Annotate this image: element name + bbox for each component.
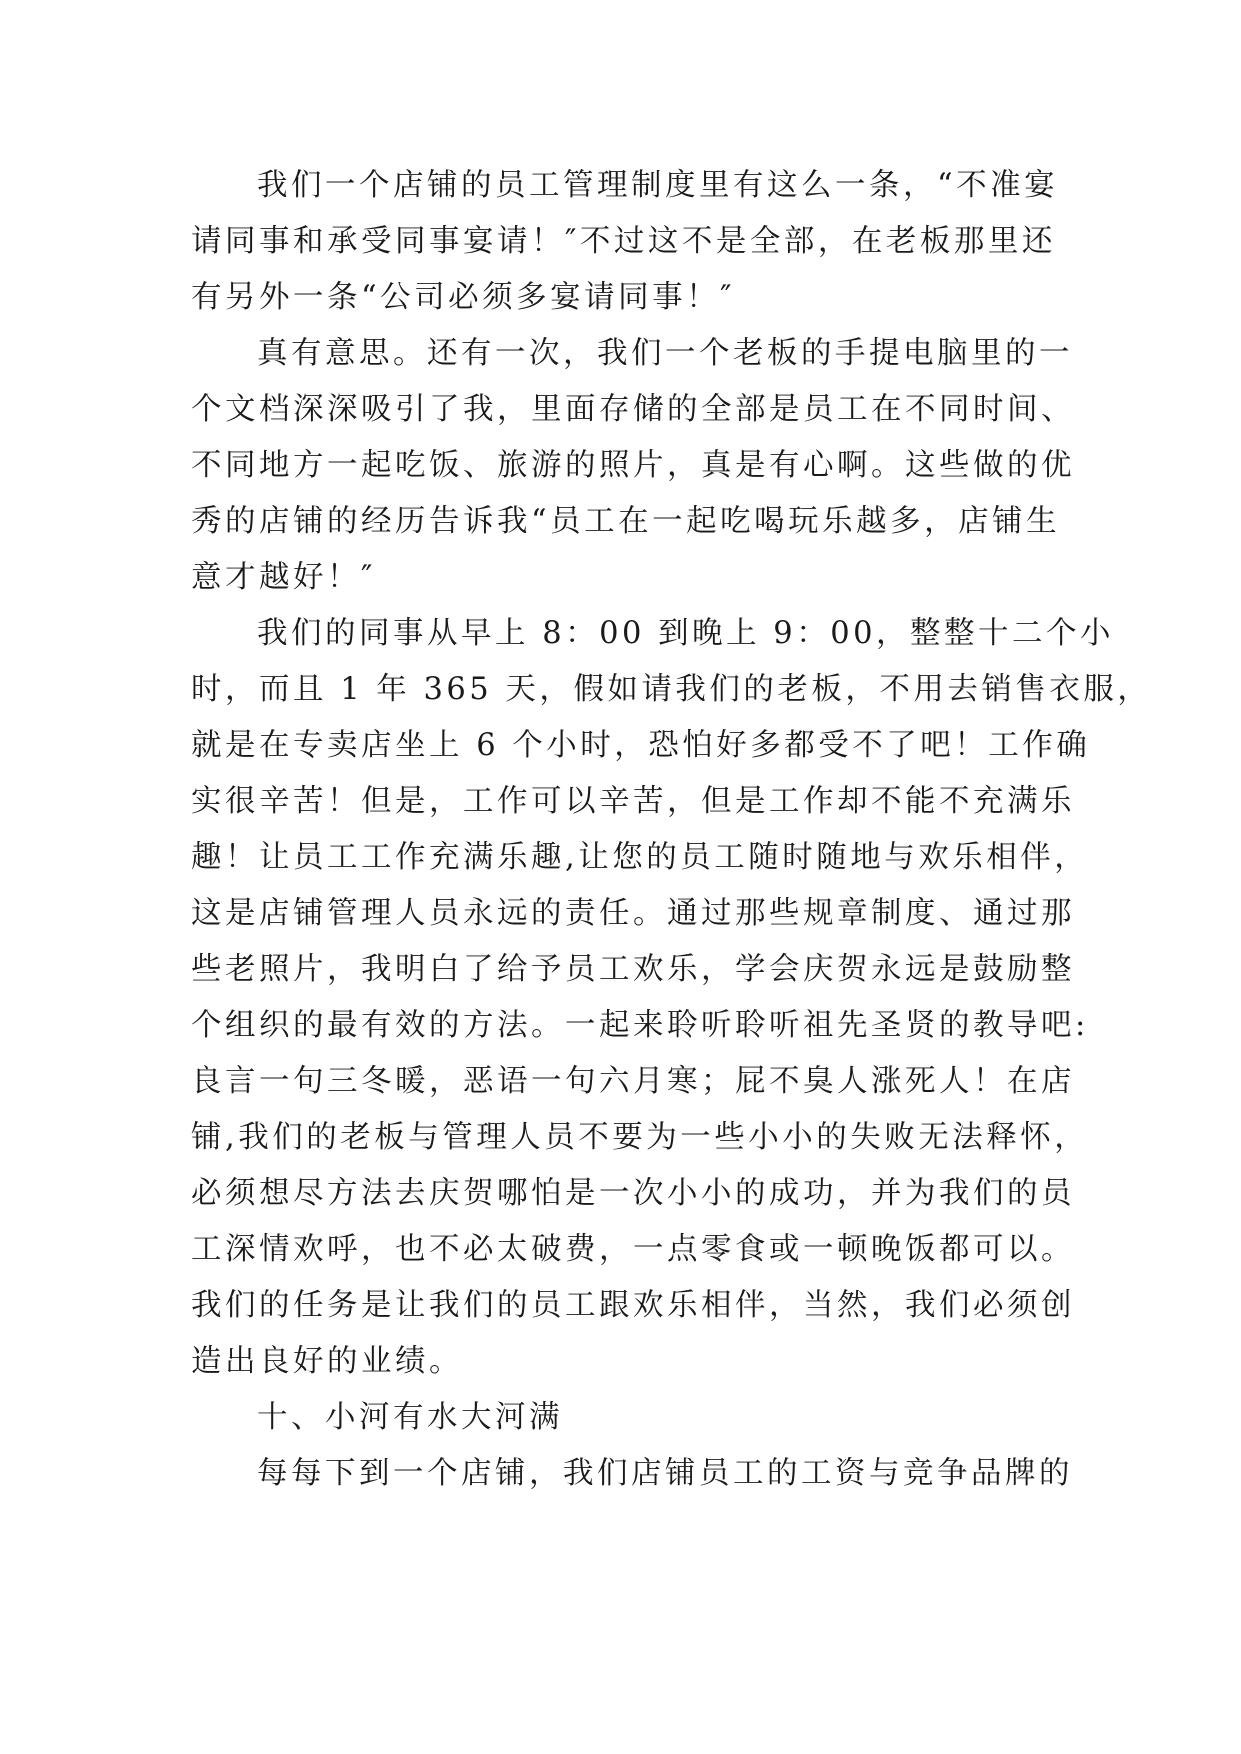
paragraph-line: 就是在专卖店坐上 6 个小时，恐怕好多都受不了吧！工作确	[191, 728, 1091, 763]
paragraph-line: 工深情欢呼，也不必太破费，一点零食或一顿晚饭都可以。	[191, 1232, 1075, 1267]
paragraph-line: 我们的任务是让我们的员工跟欢乐相伴，当然，我们必须创	[191, 1288, 1075, 1323]
paragraph-line: 我们一个店铺的员工管理制度里有这么一条，“不准宴	[257, 168, 1059, 203]
paragraph-line: 真有意思。还有一次，我们一个老板的手提电脑里的一	[257, 336, 1073, 371]
paragraph-line: 造出良好的业绩。	[191, 1344, 463, 1379]
paragraph-line: 秀的店铺的经历告诉我“员工在一起吃喝玩乐越多，店铺生	[191, 504, 1061, 539]
paragraph-line: 有另外一条“公司必须多宴请同事！″	[191, 280, 735, 315]
paragraph-line: 我们的同事从早上 8：00 到晚上 9：00，整整十二个小	[257, 616, 1115, 651]
paragraph-line: 时，而且 1 年 365 天，假如请我们的老板，不用去销售衣服，	[191, 672, 1152, 707]
paragraph-line: 意才越好！″	[191, 560, 376, 595]
paragraph-line: 每每下到一个店铺，我们店铺员工的工资与竞争品牌的	[257, 1456, 1073, 1491]
paragraph-line: 实很辛苦！但是，工作可以辛苦，但是工作却不能不充满乐	[191, 784, 1075, 819]
paragraph-line: 良言一句三冬暖，恶语一句六月寒；屁不臭人涨死人！在店	[191, 1064, 1075, 1099]
paragraph-line: 这是店铺管理人员永远的责任。通过那些规章制度、通过那	[191, 896, 1075, 931]
section-heading: 十、小河有水大河满	[257, 1400, 563, 1435]
paragraph-line: 些老照片，我明白了给予员工欢乐，学会庆贺永远是鼓励整	[191, 952, 1075, 987]
paragraph-line: 必须想尽方法去庆贺哪怕是一次小小的成功，并为我们的员	[191, 1176, 1075, 1211]
paragraph-line: 请同事和承受同事宴请！″不过这不是全部，在老板那里还	[191, 224, 1056, 259]
paragraph-line: 铺,我们的老板与管理人员不要为一些小小的失败无法释怀，	[191, 1120, 1089, 1155]
paragraph-line: 趣！让员工工作充满乐趣,让您的员工随时随地与欢乐相伴，	[191, 840, 1089, 875]
document-body	[191, 158, 1152, 1502]
paragraph-line: 不同地方一起吃饭、旅游的照片，真是有心啊。这些做的优	[191, 448, 1075, 483]
paragraph-line: 个文档深深吸引了我，里面存储的全部是员工在不同时间、	[191, 392, 1075, 427]
paragraph-line: 个组织的最有效的方法。一起来聆听聆听祖先圣贤的教导吧:	[191, 1008, 1089, 1043]
